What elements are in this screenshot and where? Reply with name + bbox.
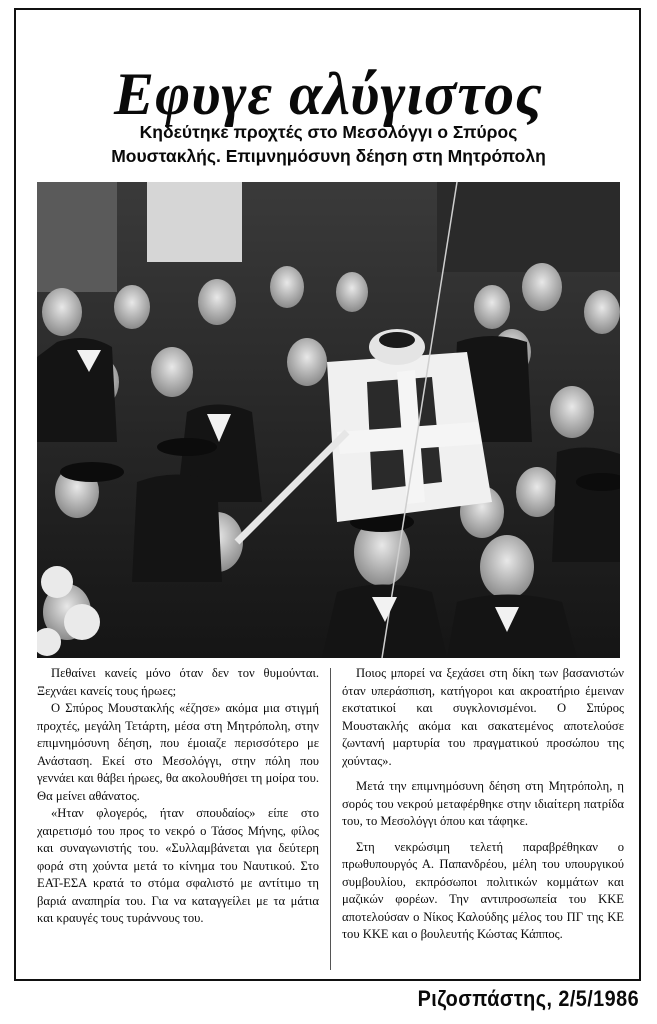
- subheadline-line-1: Κηδεύτηκε προχτές στο Μεσολόγγι ο Σπύρος: [139, 122, 518, 142]
- article-column-left: [37, 665, 319, 928]
- paragraph: Ο Σπύρος Μουστακλής «έζησε» ακόμα μια στιγμή προχτές, μεγάλη Τετάρτη, μέσα στη Μητρόπολη, στην επιμνημόσυνη δέηση, που έμοιαζε περισσότερο με Ανάσταση. Εκεί στο Μεσολόγγι, στην πόλη που γεννάει και θάβει ήρωες, θα ακολουθήσει τη μοίρα του. Θα μείνει αθάνατος.: [37, 701, 319, 803]
- column-divider: [330, 668, 331, 970]
- paragraph: Στη νεκρώσιμη τελετή παραβρέθηκαν ο πρωθυπουργός Α. Παπανδρέου, μέλη του υπουργικού συμβουλίου, εκπρόσωποι πολιτικών κομμάτων και μαζικών φορέων. Την αντιπροσωπεία του ΚΚΕ αποτελούσαν ο Νίκος Καλούδης μέλος του ΠΓ της ΚΕ του ΚΚΕ και ο βουλευτής Κώστας Κάππος.: [342, 839, 624, 941]
- headline: Εφυγε αλύγιστος: [114, 61, 543, 128]
- subheadline: [20, 120, 637, 168]
- subheadline-line-2: Μουστακλής. Επιμνημόσυνη δέηση στη Μητρόπολη: [111, 146, 546, 166]
- source-credit: Ριζοσπάστης, 2/5/1986: [417, 986, 639, 1011]
- article-column-right: [342, 665, 624, 944]
- funeral-photo: [37, 182, 620, 658]
- paragraph: «Ηταν φλογερός, ήταν σπουδαίος» είπε στο χαιρετισμό του προς το νεκρό ο Τάσος Μήνης, φίλος και συναγωνιστής του. «Συλλαμβάνεται για δεύτερη φορά στη χούντα μετά το κίνημα του Ναυτικού. Στο ΕΑΤ-ΕΣΑ κρατά το στόμα σφαλιστό με αντίτιμο τη βαριά αναπηρία του. Για να καταγγείλει με τα μάτια και κραυγές τους τυράννους του.: [37, 806, 319, 925]
- paragraph: Πεθαίνει κανείς μόνο όταν δεν τον θυμούνται. Ξεχνάει κανείς τους ήρωες;: [37, 666, 319, 698]
- paragraph: Ποιος μπορεί να ξεχάσει στη δίκη των βασανιστών όταν υπεράσπιση, κατήγοροι και ακροατήριο έμειναν εκστατικοί και συγκλονισμένοι. Ο Σπύρος Μουστακλής ακόμα και σακατεμένος αποτελούσε ζωντανή μαρτυρία του πραγματικού προσώπου της χούντας».: [342, 666, 624, 768]
- funeral-crowd-image: [37, 182, 620, 658]
- paragraph: Μετά την επιμνημόσυνη δέηση στη Μητρόπολη, η σορός του νεκρού μεταφέρθηκε στην ιδιαίτερη πατρίδα του, το Μεσολόγγι όπου και τάφηκε.: [342, 779, 624, 828]
